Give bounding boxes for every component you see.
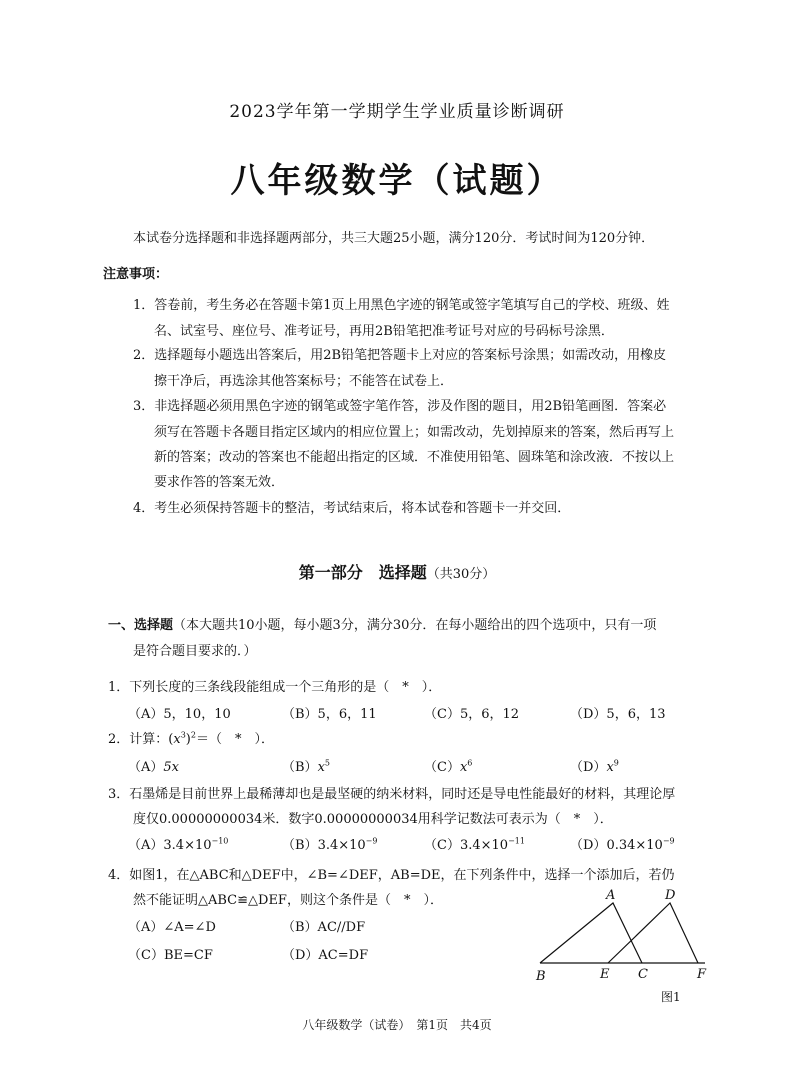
q3-option-value: 3.4×10	[459, 838, 509, 853]
q2-inner-exp: 3	[180, 730, 186, 740]
q1-option-d: （D）5，6，13	[570, 707, 666, 722]
q3-option-exp: −11	[508, 836, 525, 846]
note-line: 名、试室号、座位号、准考证号，再用2B铅笔把准考证号对应的号码标号涂黑．	[154, 324, 614, 339]
q3-option-d	[570, 834, 675, 853]
q4-option-b: （B）AC//DF	[282, 920, 366, 935]
note-line: 2．选择题每小题选出答案后，用2B铅笔把答题卡上对应的答案标号涂黑；如需改动，用橡皮	[133, 348, 667, 363]
note-line: 3．非选择题必须用黑色字迹的钢笔或签字笔作答，涉及作图的题目，用2B铅笔画图．答案必	[133, 399, 667, 414]
q2-option-value: x	[459, 760, 468, 775]
figure-caption: 图1	[661, 990, 681, 1004]
q2-option-b	[282, 756, 330, 775]
exam-title: 八年级数学（试题）	[230, 161, 564, 201]
q1-option-c: （C）5，6，12	[424, 707, 520, 722]
note-line: 4．考生必须保持答题卡的整洁，考试结束后，将本试卷和答题卡一并交回．	[133, 501, 571, 516]
label-c: C	[638, 967, 648, 982]
q2-option-label: （B）	[282, 760, 318, 775]
q2-option-label: （D）	[570, 760, 607, 775]
label-a: A	[606, 888, 616, 903]
note-line: 须写在答题卡各题目指定区域内的相应位置上；如需改动，先划掉原来的答案，然后再写上	[154, 425, 675, 440]
q3-option-value: 3.4×10	[163, 838, 212, 853]
q2-option-c	[424, 756, 472, 775]
q3-stem-line1: 3．石墨烯是目前世界上最稀薄却也是最坚硬的纳米材料，同时还是导电性能最好的材料，其理论厚	[108, 787, 676, 802]
q2-prefix: 2．计算：	[108, 732, 169, 747]
part1-label: 一、选择题	[108, 618, 174, 633]
q4-option-a: （A）∠A=∠D	[128, 920, 216, 935]
part1-desc-cont: 是符合题目要求的．）	[133, 644, 257, 659]
q2-outer-exp: 2	[190, 730, 196, 740]
q3-option-exp: −9	[365, 836, 378, 846]
q3-option-label: （A）	[128, 838, 164, 853]
section-title: 第一部分 选择题	[298, 563, 427, 582]
q2-option-value: x	[317, 760, 325, 775]
q4-option-c: （C）BE=CF	[128, 948, 213, 963]
q2-option-a	[128, 756, 179, 775]
q3-option-value: 3.4×10	[317, 838, 366, 853]
q2-option-exp: 6	[467, 758, 473, 768]
q3-option-label: （B）	[282, 838, 318, 853]
section-heading	[0, 560, 794, 583]
q1-stem: 1．下列长度的三条线段能组成一个三角形的是（ * ）．	[108, 680, 442, 695]
label-e: E	[600, 967, 610, 982]
q2-base: x	[173, 732, 181, 747]
note-line: 新的答案；改动的答案也不能超出指定的区域．不准使用铅笔、圆珠笔和涂改液．不按以上	[154, 450, 675, 465]
exam-subtitle: 2023学年第一学期学生学业质量诊断调研	[229, 102, 565, 122]
q3-option-c	[424, 834, 525, 853]
q3-option-exp: −9	[662, 836, 675, 846]
note-line: 擦干净后，再选涂其他答案标号；不能答在试卷上．	[154, 374, 454, 389]
q3-option-label: （C）	[424, 838, 460, 853]
triangle-figure	[530, 885, 720, 985]
q4-option-d: （D）AC=DF	[282, 948, 369, 963]
q2-option-exp: 9	[613, 758, 619, 768]
exam-intro: 本试卷分选择题和非选择题两部分，共三大题25小题，满分120分．考试时间为120分钟．	[133, 231, 655, 246]
q2-suffix: ＝（ * ）．	[195, 732, 274, 747]
q3-option-label: （D）	[570, 838, 607, 853]
q2-option-value: 5x	[163, 760, 179, 775]
q3-stem-line2: 度仅0.00000000034米．数字0.00000000034用科学记数法可表示为（ * ）．	[133, 812, 613, 827]
part1-desc: （本大题共10小题，每小题3分，满分30分．在每小题给出的四个选项中，只有一项	[173, 618, 657, 633]
q4-stem-line1: 4．如图1，在△ABC和△DEF中，∠B=∠DEF，AB=DE，在下列条件中，选择一个添加后，若仍	[108, 868, 675, 883]
notes-heading: 注意事项：	[103, 267, 169, 282]
q2-option-label: （C）	[424, 760, 460, 775]
q1-option-b: （B）5，6，11	[282, 707, 377, 722]
q1-option-a: （A）5，10，10	[128, 707, 231, 722]
q2-stem: 2．计算：$(x^3)^2=$（ * ）．	[108, 730, 274, 747]
label-d: D	[665, 888, 676, 903]
q2-option-label: （A）	[128, 760, 164, 775]
q2-option-exp: 5	[324, 758, 330, 768]
triangle-abc	[540, 903, 642, 963]
q4-stem-line2: 然不能证明△ABC≌△DEF，则这个条件是（ * ）．	[133, 893, 443, 908]
q2-option-value: x	[606, 760, 614, 775]
q2-option-d	[570, 756, 619, 775]
section-subtitle: （共30分）	[426, 567, 496, 582]
q3-option-value: 0.34×10	[606, 838, 663, 853]
label-f: F	[697, 967, 707, 982]
q3-option-a	[128, 834, 228, 853]
q3-option-b	[282, 834, 377, 853]
note-line: 要求作答的答案无效．	[154, 475, 285, 490]
page-footer: 八年级数学（试卷） 第1页 共4页	[302, 1018, 492, 1032]
q3-option-exp: −10	[211, 836, 229, 846]
triangle-def	[608, 903, 698, 963]
part1-description	[108, 614, 656, 633]
note-line: 1．答卷前，考生务必在答题卡第1页上用黑色字迹的钢笔或签字笔填写自己的学校、班级、姓	[133, 298, 670, 313]
label-b: B	[536, 969, 546, 984]
